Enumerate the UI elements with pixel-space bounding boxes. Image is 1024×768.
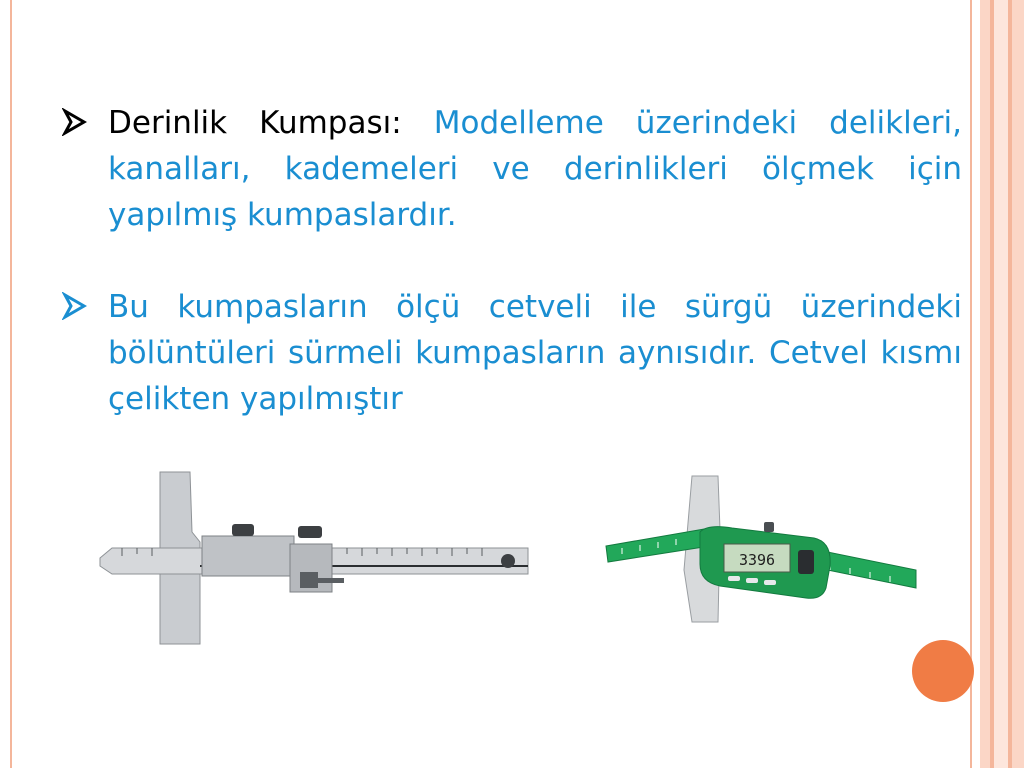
stripe — [1012, 0, 1024, 768]
depth-caliper-image — [92, 468, 532, 648]
stripe — [980, 0, 990, 768]
digital-caliper-drawing — [600, 470, 918, 628]
bullet-item-derinlik — [62, 100, 962, 238]
digital-depth-caliper-image — [600, 470, 918, 628]
bullet-description: Bu kumpasların ölçü cetveli ile sürgü üzerindeki bölüntüleri sürmeli kumpasların aynısıdır. Cetvel kısmı çelikten yapılmıştır — [108, 289, 962, 417]
arrow-bullet-icon — [62, 292, 88, 320]
bullet-item-cetvel — [62, 284, 962, 422]
decorative-stripes — [980, 0, 1024, 768]
arrow-bullet-icon — [62, 108, 88, 136]
decorative-circle — [912, 640, 974, 702]
stripe — [994, 0, 1008, 768]
bullet-list — [62, 100, 962, 468]
bullet-description: Modelleme üzerindeki delikleri, kanalları, kademeleri ve derinlikleri ölçmek için yapılmış kumpaslardır. — [108, 105, 962, 233]
bullet-term: Derinlik Kumpası: — [108, 105, 402, 141]
digital-display-value: 3396 — [738, 551, 776, 569]
